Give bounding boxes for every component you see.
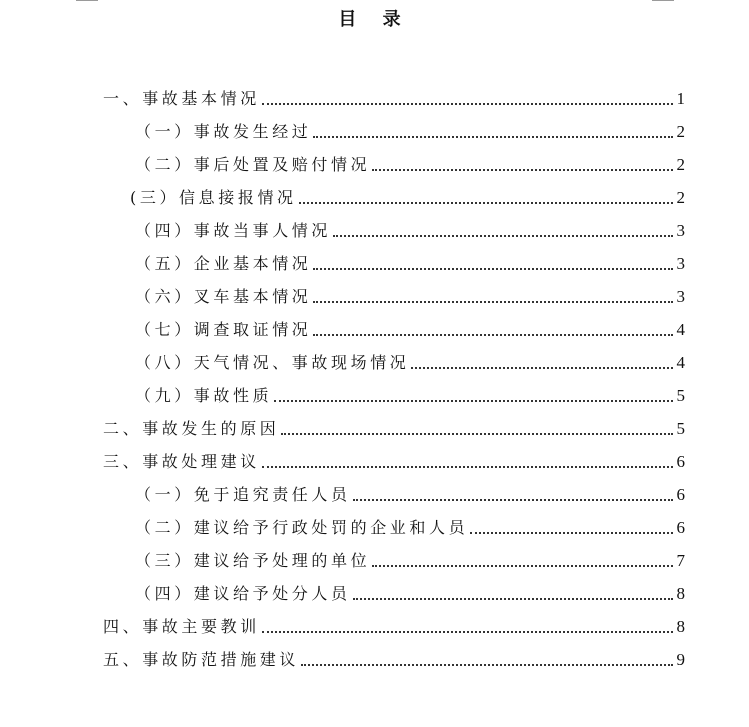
toc-page-number: 2 (676, 155, 685, 174)
toc-entry[interactable] (103, 417, 685, 439)
toc-leader-dots (313, 136, 673, 138)
toc-entry-label: （一）事故发生经过 (135, 122, 312, 141)
toc-leader-dots (299, 202, 673, 204)
toc-page-number: 6 (676, 485, 685, 504)
toc-leader-dots (333, 235, 673, 237)
toc-leader-dots (301, 664, 673, 666)
toc-page-number: 8 (676, 617, 685, 636)
toc-entry[interactable] (130, 186, 685, 208)
toc-entry[interactable] (135, 516, 685, 538)
toc-entry-label: 五、事故防范措施建议 (103, 650, 300, 669)
toc-entry-label: （二）建议给予行政处罚的企业和人员 (135, 518, 469, 537)
page-corner-mark-right (652, 0, 674, 1)
toc-entry[interactable] (103, 87, 685, 109)
toc-entry[interactable] (135, 252, 685, 274)
toc-leader-dots (470, 532, 673, 534)
toc-page-number: 3 (676, 221, 685, 240)
toc-leader-dots (262, 103, 673, 105)
toc-entry-label: （八）天气情况、事故现场情况 (135, 353, 410, 372)
toc-leader-dots (274, 400, 673, 402)
toc-entry[interactable] (135, 120, 685, 142)
toc-leader-dots (313, 334, 673, 336)
toc-leader-dots (313, 301, 673, 303)
toc-leader-dots (313, 268, 673, 270)
toc-entry-label: 四、事故主要教训 (103, 617, 260, 636)
page-corner-mark-left (76, 0, 98, 1)
toc-entry[interactable] (135, 153, 685, 175)
toc-page-number: 5 (676, 419, 685, 438)
toc-entry[interactable] (135, 351, 685, 373)
toc-entry-label: 三、事故处理建议 (103, 452, 260, 471)
toc-page-number: 4 (676, 353, 685, 372)
toc-entry[interactable] (135, 318, 685, 340)
toc-entry[interactable] (135, 285, 685, 307)
toc-entry-label: （三）建议给予处理的单位 (135, 551, 371, 570)
toc-page-number: 3 (676, 287, 685, 306)
toc-entry[interactable] (135, 549, 685, 571)
toc-page-number: 2 (676, 188, 685, 207)
toc-page-number: 7 (676, 551, 685, 570)
toc-title: 目 录 (338, 9, 411, 30)
toc-entry-label: （七）调查取证情况 (135, 320, 312, 339)
toc-entry-label: （一）免于追究责任人员 (135, 485, 351, 504)
toc-entry-label: （五）企业基本情况 (135, 254, 312, 273)
toc-page-number: 9 (676, 650, 685, 669)
toc-entry[interactable] (103, 615, 685, 637)
toc-page-number: 4 (676, 320, 685, 339)
toc-entry-label: （四）建议给予处分人员 (135, 584, 351, 603)
toc-entry-label: （二）事后处置及赔付情况 (135, 155, 371, 174)
toc-entry[interactable] (103, 450, 685, 472)
toc-page-number: 5 (676, 386, 685, 405)
toc-leader-dots (281, 433, 673, 435)
toc-leader-dots (372, 565, 673, 567)
toc-page-number: 3 (676, 254, 685, 273)
toc-leader-dots (353, 598, 673, 600)
toc-entry-label: 二、事故发生的原因 (103, 419, 280, 438)
toc-leader-dots (262, 466, 673, 468)
toc-leader-dots (372, 169, 673, 171)
toc-page-number: 6 (676, 518, 685, 537)
toc-leader-dots (262, 631, 673, 633)
toc-page-number: 1 (676, 89, 685, 108)
toc-entry[interactable] (103, 648, 685, 670)
toc-entry[interactable] (135, 219, 685, 241)
toc-page-number: 8 (676, 584, 685, 603)
toc-leader-dots (353, 499, 673, 501)
toc-entry[interactable] (135, 384, 685, 406)
toc-leader-dots (411, 367, 673, 369)
toc-entry-label: (三）信息接报情况 (130, 188, 297, 207)
toc-entry[interactable] (135, 582, 685, 604)
toc-entry[interactable] (135, 483, 685, 505)
toc-entry-label: 一、事故基本情况 (103, 89, 260, 108)
toc-page-number: 2 (676, 122, 685, 141)
toc-entry-label: （六）叉车基本情况 (135, 287, 312, 306)
toc-entry-label: （四）事故当事人情况 (135, 221, 332, 240)
toc-entry-label: （九）事故性质 (135, 386, 273, 405)
toc-page-number: 6 (676, 452, 685, 471)
